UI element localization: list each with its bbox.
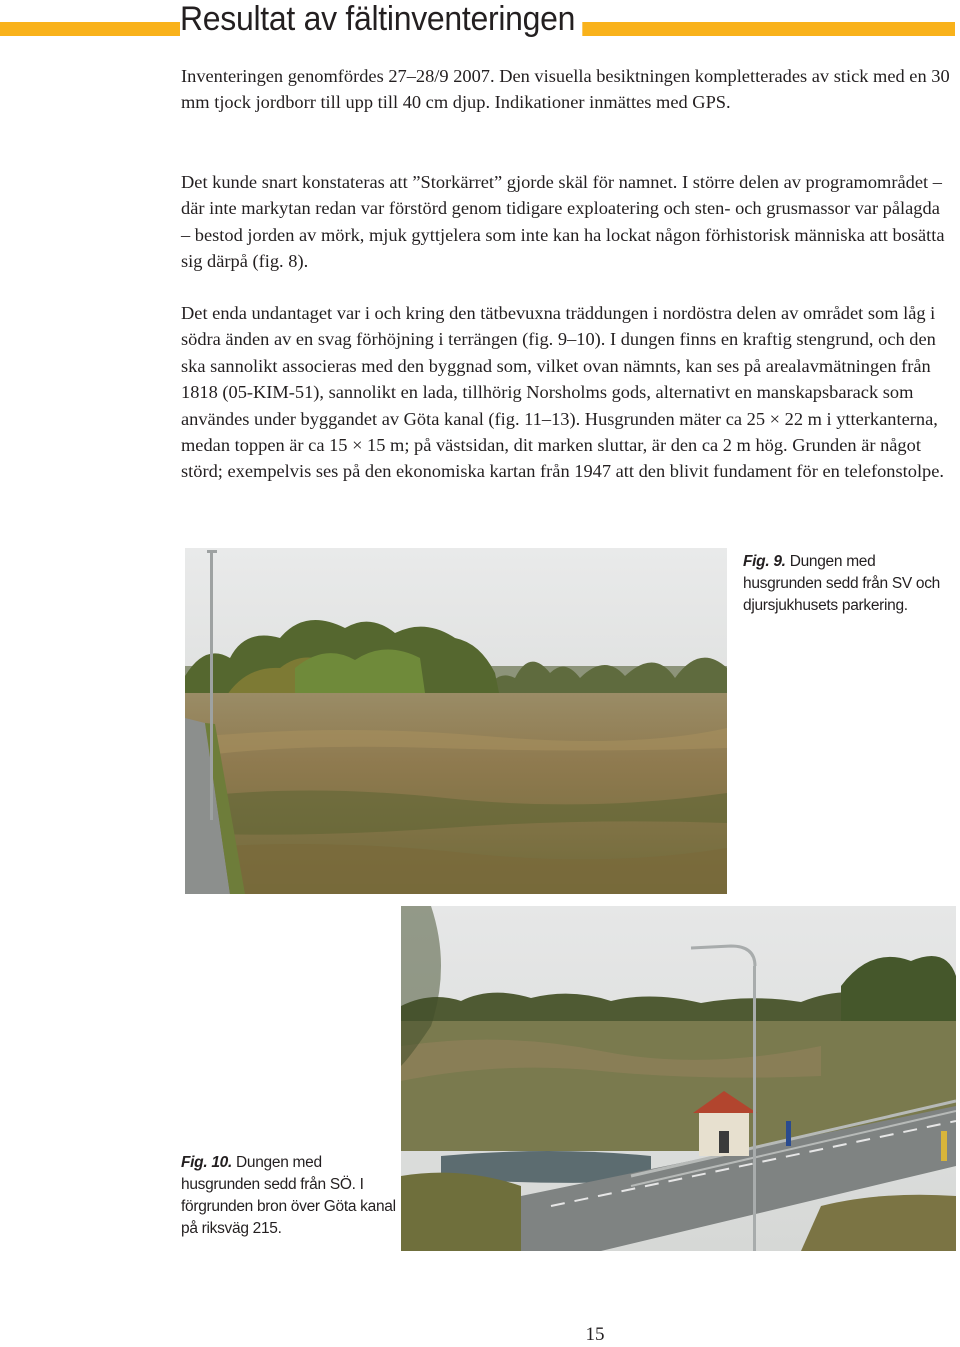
caption-fig-10-text: Dungen med husgrunden sedd från SÖ. I förgrunden bron över Göta kanal på riksväg 215. [181, 1154, 396, 1237]
paragraph-intro: Inventeringen genomfördes 27–28/9 2007. Den visuella besiktningen kompletterades av stick med en 30 mm tjock jordborr till upp till 40 cm djup. Indikationer inmättes med GPS. [181, 66, 950, 113]
page-number: 15 [585, 1324, 605, 1345]
paragraph-storkarret: Det kunde snart konstateras att ”Storkärret” gjorde skäl för namnet. I större delen av programområdet – där inte markytan redan var förstörd genom tidigare exploatering och sten- och grusmassor var pålagda – bestod jorden av mörk, mjuk gyttjelera som inte kan ha lockat någon förhistorisk människa att bosätta sig därpå (fig. 8). [181, 172, 945, 272]
caption-fig-10-label: Fig. 10. [181, 1154, 233, 1171]
title-bar [0, 0, 960, 44]
caption-fig-9-text: Dungen med husgrunden sedd från SV och djursjukhusets parkering. [743, 553, 940, 614]
paragraph-exception: Det enda undantaget var i och kring den tätbevuxna träddungen i nordöstra delen av området som låg i södra änden av en svag förhöjning i terrängen (fig. 9–10). I dungen finns en kraftig stengrund, och den ska sannolikt associeras med den byggnad som, vilket ovan nämnts, kan ses på arealavmätningen från 1818 (05-KIM-51), sannolikt en lada, tillhörig Norsholms gods, alternativt en manskapsbarack som användes under byggandet av Göta kanal (fig. 11–13). Husgrunden mäter ca 25 × 22 m i ytterkanterna, medan toppen är ca 15 × 15 m; på västsidan, dit marken sluttar, är den ca 2 m hög. Grunden är något störd; exempelvis ses på den ekonomiska kartan från 1947 att den blivit fundament för en telefonstolpe. [181, 303, 945, 482]
bridge-photo-illustration [401, 906, 956, 1251]
page-title: Resultat av fältinventeringen [180, 0, 583, 39]
caption-fig-9-label: Fig. 9. [743, 553, 786, 570]
photo-fig-10 [401, 906, 956, 1251]
photo-fig-9 [185, 548, 727, 894]
caption-fig-9 [743, 551, 958, 617]
caption-fig-10 [181, 1152, 396, 1240]
meadow-photo-illustration [185, 548, 727, 894]
